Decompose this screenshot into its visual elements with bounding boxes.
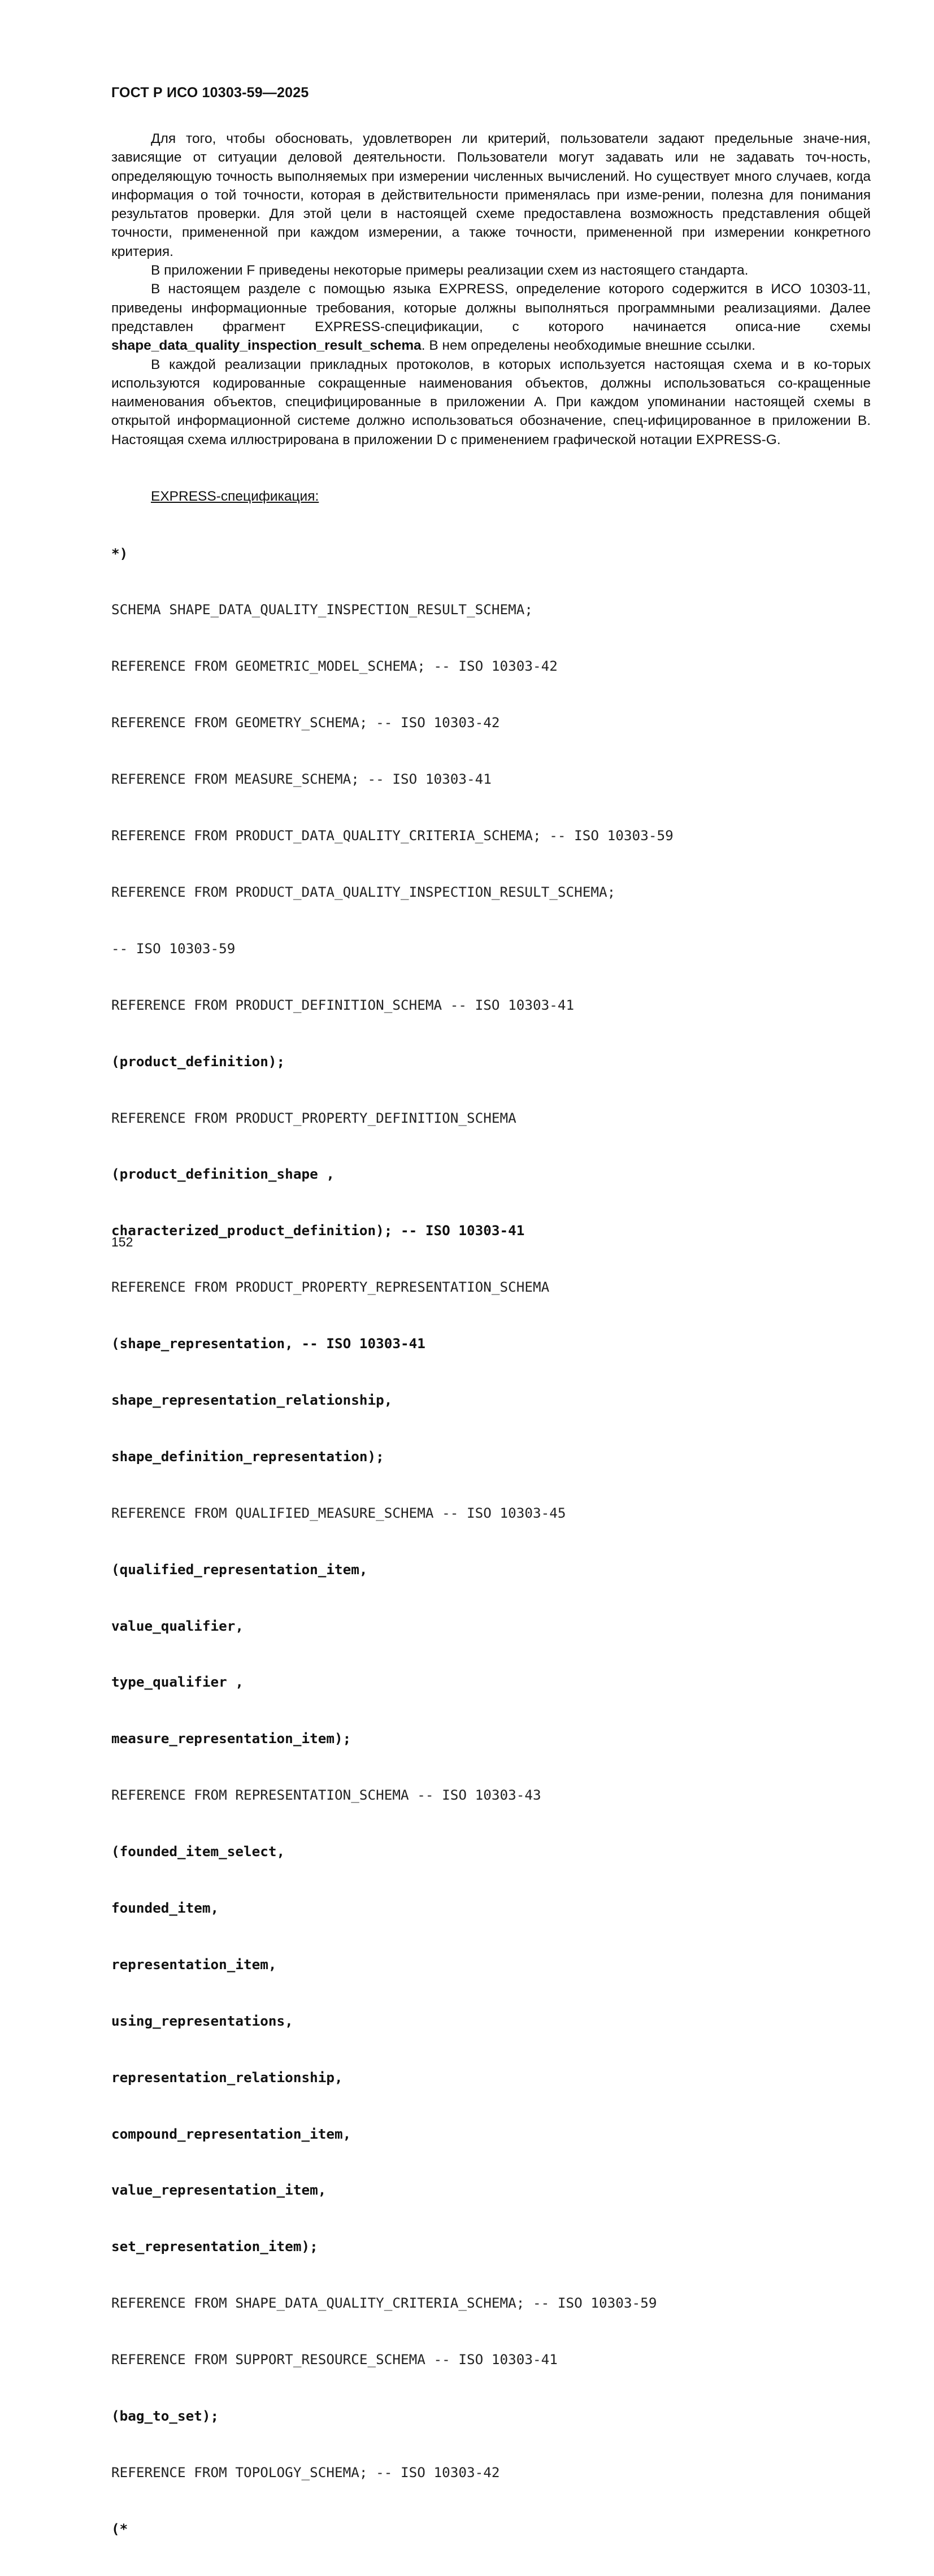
paragraph-text: В настоящем разделе с помощью языка EXPRESS, определение которого содержится в ИСО 10303-11, приведены информационные требования, которые должны выполняться программными реализациями. Далее представлен фрагмент EXPRESS-спецификации, с которого начинается описа-ние схемы (111, 281, 871, 335)
code-line: (bag_to_set); (111, 2407, 219, 2424)
code-line: REFERENCE FROM GEOMETRIC_MODEL_SCHEMA; -- ISO 10303-42 (111, 658, 558, 675)
body-text (111, 129, 871, 449)
code-line: (shape_representation, -- ISO 10303-41 (111, 1335, 425, 1352)
code-line: REFERENCE FROM TOPOLOGY_SCHEMA; -- ISO 10303-42 (111, 2464, 500, 2481)
code-line: REFERENCE FROM SHAPE_DATA_QUALITY_CRITERIA_SCHEMA; -- ISO 10303-59 (111, 2295, 657, 2312)
schema-name: shape_data_quality_inspection_result_schema (111, 338, 422, 354)
code-line: (qualified_representation_item, (111, 1561, 368, 1578)
code-line: characterized_product_definition); -- ISO 10303-41 (111, 1222, 525, 1239)
code-line: SCHEMA SHAPE_DATA_QUALITY_INSPECTION_RESULT_SCHEMA; (111, 601, 533, 618)
code-line: REFERENCE FROM PRODUCT_PROPERTY_REPRESENTATION_SCHEMA (111, 1279, 550, 1296)
paragraph (111, 280, 871, 355)
paragraph: В приложении F приведены некоторые примеры реализации схем из настоящего стандарта. (151, 263, 749, 279)
code-line: founded_item, (111, 1899, 219, 1916)
paragraph-text: . В нем определены необходимые внешние ссылки. (421, 338, 755, 354)
code-line: REFERENCE FROM QUALIFIED_MEASURE_SCHEMA -- ISO 10303-45 (111, 1504, 566, 1521)
paragraph: В каждой реализации прикладных протоколов, в которых используется настоящая схема и в ко-торых используются кодированные сокращенные наименования объектов, должны использоваться со-кращенные наименования объектов, специфицированные в приложении А. При каждом упоминании настоящей схемы в открытой информационной системе должно использоваться обозначение, спец-ифицированное в приложении В. Настоящая схема иллюстрирована в приложении D с применением графической нотации EXPRESS-G. (111, 357, 871, 448)
code-line: (* (111, 2520, 128, 2537)
code-line: REFERENCE FROM GEOMETRY_SCHEMA; -- ISO 10303-42 (111, 714, 500, 731)
code-line: REFERENCE FROM PRODUCT_DEFINITION_SCHEMA -- ISO 10303-41 (111, 996, 575, 1013)
code-line: *) (111, 545, 128, 562)
code-line: (product_definition); (111, 1053, 285, 1070)
code-line: type_qualifier , (111, 1674, 244, 1691)
code-line: REFERENCE FROM REPRESENTATION_SCHEMA -- ISO 10303-43 (111, 1787, 541, 1804)
code-line: value_qualifier, (111, 1617, 244, 1634)
code-line: measure_representation_item); (111, 1730, 351, 1747)
code-line: REFERENCE FROM MEASURE_SCHEMA; -- ISO 10303-41 (111, 771, 492, 788)
code-line: representation_relationship, (111, 2069, 343, 2086)
code-line: shape_definition_representation); (111, 1448, 384, 1465)
paragraph: Для того, чтобы обосновать, удовлетворен ли критерий, пользователи задают предельные значе-ния, зависящие от ситуации деловой деятельности. Пользователи могут задавать или не задавать точ-ность, определяющую точность выполняемых при измерении численных вычислений. Но существует много случаев, когда информация о той точности, которая в действительности применялась при изме-рении, полезна для понимания результатов проверки. Для этой цели в настоящей схеме предоставлена возможность представления общей точности, примененной при каждом измерении, а также точности, примененной при измерении конкретного критерия. (111, 131, 871, 259)
code-line: using_representations, (111, 2012, 293, 2029)
code-line: (product_definition_shape , (111, 1166, 334, 1183)
document-header: ГОСТ Р ИСО 10303-59—2025 (111, 85, 309, 101)
express-code-block (111, 506, 880, 2576)
code-line: (founded_item_select, (111, 1843, 285, 1860)
code-line: set_representation_item); (111, 2238, 318, 2255)
code-line: value_representation_item, (111, 2182, 327, 2199)
express-spec-heading: EXPRESS-спецификация: (151, 489, 319, 504)
page-number: 152 (111, 1235, 133, 1249)
code-line: shape_representation_relationship, (111, 1391, 393, 1408)
code-line: representation_item, (111, 1956, 277, 1973)
code-line: REFERENCE FROM PRODUCT_DATA_QUALITY_CRITERIA_SCHEMA; -- ISO 10303-59 (111, 827, 674, 844)
code-line: compound_representation_item, (111, 2125, 351, 2142)
code-line: REFERENCE FROM PRODUCT_PROPERTY_DEFINITION_SCHEMA (111, 1109, 516, 1126)
code-line: -- ISO 10303-59 (111, 940, 236, 957)
code-line: REFERENCE FROM PRODUCT_DATA_QUALITY_INSPECTION_RESULT_SCHEMA; (111, 883, 616, 900)
code-line: REFERENCE FROM SUPPORT_RESOURCE_SCHEMA -- ISO 10303-41 (111, 2351, 558, 2368)
